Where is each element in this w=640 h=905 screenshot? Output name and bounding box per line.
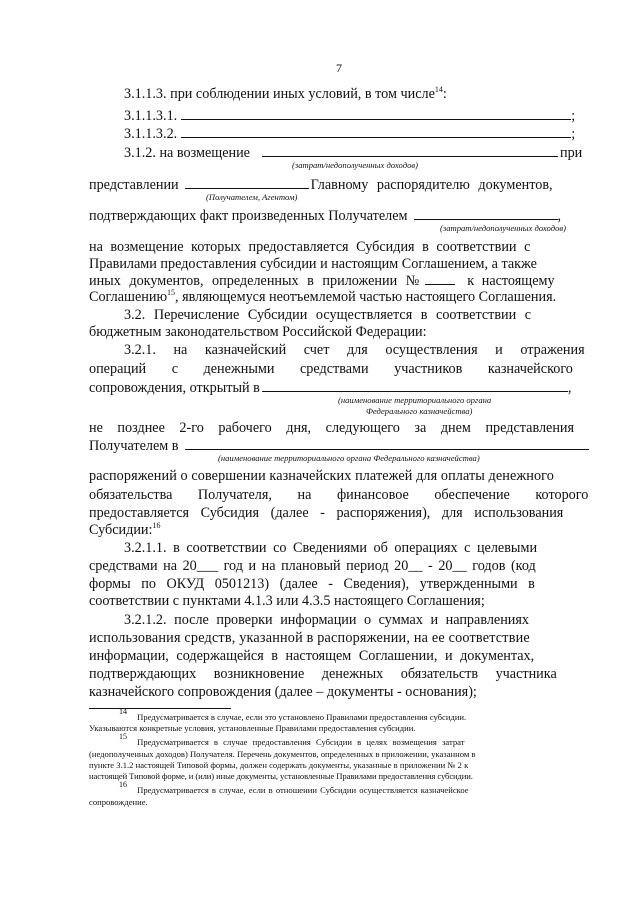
footnote-ref-14: 14 <box>434 85 443 94</box>
line-text: 3.2.1. на казначейский счет для осуществления и отражения <box>124 342 585 358</box>
line-text: операций с денежными средствами участников казначейского <box>89 361 573 377</box>
line-text: 3.2. Перечисление Субсидии осуществляется в соответствии с <box>124 307 532 323</box>
line-text: Соглашению <box>89 289 168 305</box>
para-line <box>89 487 588 504</box>
caption-expenses: (затрат/недополученных доходов) <box>292 160 418 170</box>
line-text: использования средств, указанной в распоряжении, на ее соответствие <box>89 630 530 646</box>
line-text: на возмещение которых предоставляется Субсидия в соответствии с <box>89 239 531 255</box>
line-presentation <box>89 176 553 194</box>
footnote-number: 15 <box>119 732 127 741</box>
footnote-number: 16 <box>119 780 127 789</box>
footnote-ref-15: 15 <box>167 288 176 297</box>
para-line <box>89 272 555 290</box>
line-text: Правилами предоставления субсидии и настоящим Соглашением, а также <box>89 256 537 272</box>
para-line <box>89 239 596 256</box>
caption-expenses-2: (затрат/недополученных доходов) <box>440 223 566 233</box>
line-text: информации, содержащейся в настоящем Соглашении, и документах, <box>89 648 535 664</box>
line-text: не позднее 2-го рабочего дня, следующего за днем представления <box>89 420 575 436</box>
blank-field <box>181 125 571 138</box>
para-line <box>124 540 537 557</box>
line-3-1-1-3-1 <box>124 107 575 125</box>
line-text: подтверждающих возникновение денежных обязательств участника <box>89 666 557 682</box>
line-text: сопровождения, открытый в <box>89 380 260 396</box>
line-text: Субсидии: <box>89 522 153 538</box>
footnote-text: пункте 3.1.2 настоящей Типовой формы, должен содержать документы, указанные в приложении № 2 к <box>89 760 469 770</box>
footnote-text: Предусматривается в случае предоставления Субсидии в целях возмещения затрат <box>137 737 465 747</box>
line-text: 3.1.2. на возмещение <box>124 145 250 161</box>
para-line <box>124 342 585 359</box>
line-end: ; <box>571 108 576 124</box>
line-text: 3.2.1.1. в соответствии со Сведениями об операциях с целевыми <box>124 540 538 556</box>
footnote-15-cont <box>89 760 468 771</box>
line-text: казначейского сопровождения (далее – документы - основания); <box>89 684 477 700</box>
footnote-15-cont <box>89 771 473 782</box>
line-text: Главному распорядителю документов, <box>310 177 553 193</box>
para-line <box>89 576 535 593</box>
line-end: при <box>559 145 583 161</box>
line-text: к настоящему <box>467 273 555 289</box>
line-text: средствами на 20___ год и на плановый период 20__ - 20__ годов (код <box>89 558 536 574</box>
para-line <box>89 648 534 665</box>
line-3-1-1-3: 3.1.1.3. при соблюдении иных условий, в том числе$^{14}$: <box>124 85 447 102</box>
line-3-1-1-3-2 <box>124 125 575 143</box>
caption-recipient: (Получателем, Агентом) <box>206 192 298 202</box>
para-line <box>124 612 529 629</box>
para-line <box>89 361 573 378</box>
footnote-number: 14 <box>119 707 127 716</box>
blank-field <box>181 107 571 120</box>
para-line <box>89 289 556 306</box>
para-line <box>89 684 477 701</box>
page-number: 7 <box>336 61 342 75</box>
para-line <box>124 307 531 324</box>
para-line <box>89 420 574 437</box>
blank-field <box>185 437 589 450</box>
footnote-text: настоящей Типовой форме, и (или) иные документы, установленные Правилами предоставления субсидии. <box>89 771 473 781</box>
caption-treasury-b: Федерального казначейства) <box>366 406 473 416</box>
para-line <box>89 468 554 485</box>
blank-field <box>262 379 568 392</box>
para-line <box>89 593 485 610</box>
line-text: распоряжений о совершении казначейских платежей для оплаты денежного <box>89 468 554 484</box>
line-text: бюджетным законодательством Российской Федерации: <box>89 324 427 340</box>
footnote-15-cont <box>89 749 475 760</box>
blank-field <box>185 176 309 189</box>
line-text: иных документов, определенных в приложении № <box>89 273 420 289</box>
caption-treasury-full: (наименование территориального органа Федерального казначейства) <box>218 453 480 463</box>
blank-field <box>414 207 558 220</box>
line-text: Получателем в <box>89 438 179 454</box>
para-line <box>89 256 537 273</box>
line-text: представлении <box>89 177 179 193</box>
line-text: соответствии с пунктами 4.1.3 или 4.3.5 настоящего Соглашения; <box>89 593 485 609</box>
footnote-14-cont <box>89 723 415 734</box>
footnote-14 <box>89 707 467 723</box>
blank-field <box>262 144 558 157</box>
caption-treasury-a: (наименование территориального органа <box>338 395 492 405</box>
footnote-text: Предусматривается в случае, если это установлено Правилами предоставления субсидии. <box>137 712 467 722</box>
footnote-text: сопровождение. <box>89 797 148 807</box>
footnote-16-cont <box>89 797 148 808</box>
para-line <box>89 630 530 647</box>
para-line <box>89 558 536 575</box>
para-line <box>89 666 557 683</box>
line-text: подтверждающих факт произведенных Получателем <box>89 208 408 224</box>
footnote-text: Предусматривается в случае, если в отношении Субсидии осуществляется казначейское <box>137 785 469 795</box>
line-text: 3.2.1.2. после проверки информации о суммах и направлениях <box>124 612 530 628</box>
footnote-ref-16: 16 <box>152 521 161 530</box>
blank-field <box>425 272 455 285</box>
line-text: , являющемуся неотъемлемой частью настоящего Соглашения. <box>175 289 557 305</box>
line-end: , <box>557 208 562 224</box>
footnote-text: Указываются конкретные условия, установленные Правилами предоставления субсидии. <box>89 723 416 733</box>
line-text: формы по ОКУД 0501213) (далее - Сведения), утвержденными в <box>89 576 535 592</box>
footnote-15 <box>89 732 465 748</box>
line-end: , <box>567 380 572 396</box>
para-line <box>89 505 563 522</box>
footnote-separator <box>89 708 231 709</box>
line-text: обязательства Получателя, на финансовое обеспечение которого <box>89 487 589 503</box>
para-line <box>89 379 571 397</box>
line-end: ; <box>571 126 576 142</box>
line-text: 3.1.1.3.1. <box>124 108 178 124</box>
footnote-text: (недополученных доходов) Получателя. Перечень документов, определенных в приложении, указанном в <box>89 749 476 759</box>
line-text: 3.1.1.3.2. <box>124 126 178 142</box>
footnote-16 <box>89 780 469 796</box>
para-line <box>89 522 160 539</box>
line-text: 3.1.1.3. при соблюдении иных условий, в том числе <box>124 86 435 102</box>
para-line <box>89 324 427 341</box>
line-text: предоставляется Субсидия (далее - распоряжения), для использования <box>89 505 564 521</box>
